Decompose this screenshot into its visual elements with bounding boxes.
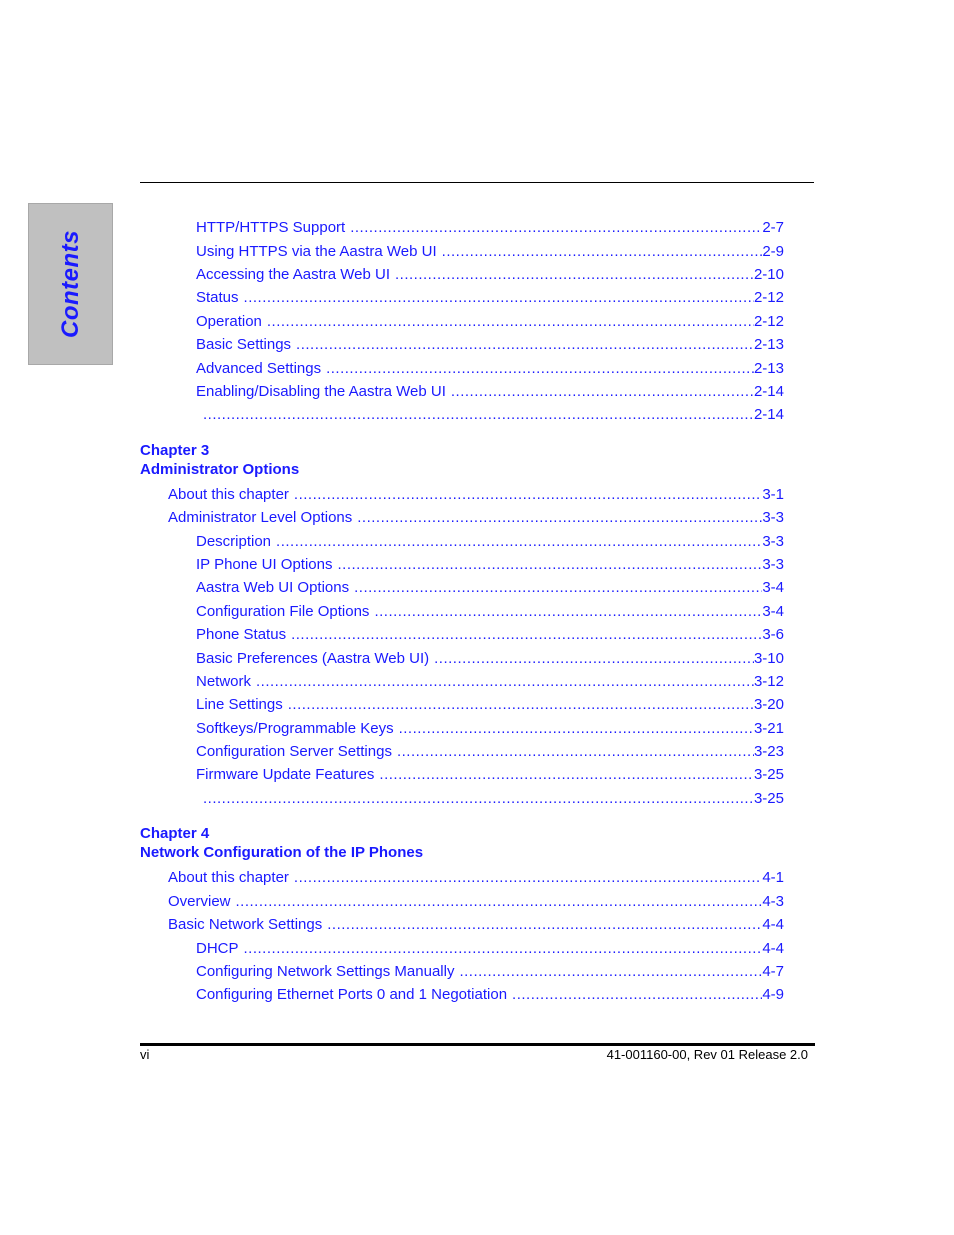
- toc-entry[interactable]: [196, 243, 784, 263]
- toc-entry-page: 2-14: [753, 406, 784, 423]
- toc-leader-dots: [397, 743, 754, 760]
- chapter-label: Chapter 3: [140, 442, 210, 459]
- toc-entry-page: 4-4: [762, 916, 784, 933]
- toc-leader-dots: [374, 603, 762, 620]
- toc-entry[interactable]: [196, 219, 784, 239]
- toc-entry-page: 3-6: [762, 626, 784, 643]
- chapter-title: Network Configuration of the IP Phones: [140, 843, 424, 861]
- toc-entry[interactable]: [196, 673, 784, 693]
- toc-entry[interactable]: [168, 509, 784, 529]
- toc-entry[interactable]: [196, 743, 784, 763]
- toc-entry[interactable]: [196, 766, 784, 786]
- toc-entry-title: Advanced Settings: [196, 360, 322, 377]
- toc-entry-title: About this chapter: [168, 869, 289, 886]
- toc-entry[interactable]: [196, 963, 784, 983]
- toc-entry[interactable]: [196, 336, 784, 356]
- toc-entry-title: Configuration Server Settings: [196, 743, 392, 760]
- toc-leader-dots: [203, 790, 754, 807]
- toc-leader-dots: [326, 360, 754, 377]
- toc-entry-title: HTTP/HTTPS Support: [196, 219, 346, 236]
- toc-leader-dots: [512, 986, 762, 1003]
- toc-entry-title: Operation: [196, 313, 262, 330]
- toc-leader-dots: [327, 916, 762, 933]
- toc-entry-page: 2-12: [753, 313, 784, 330]
- toc-leader-dots: [395, 266, 754, 283]
- toc-entry-page: 3-1: [762, 486, 784, 503]
- toc-entry-page: 2-14: [753, 383, 784, 400]
- toc-entry-page: 3-25: [753, 790, 784, 807]
- toc-leader-dots: [459, 963, 762, 980]
- toc-entry[interactable]: [196, 603, 784, 623]
- chapter-label: Chapter 4: [140, 825, 210, 842]
- toc-entry-title: Basic Preferences (Aastra Web UI): [196, 650, 430, 667]
- footer-doc-id: 41-001160-00, Rev 01 Release 2.0: [606, 1047, 808, 1062]
- toc-entry-title: Configuring Ethernet Ports 0 and 1 Negotiation: [196, 986, 508, 1003]
- toc-entry-page: 2-10: [753, 266, 784, 283]
- toc-entry-title: Basic Network Settings: [168, 916, 323, 933]
- toc-entry[interactable]: [203, 790, 784, 810]
- header-rule: [140, 182, 814, 183]
- toc-entry-page: 3-20: [753, 696, 784, 713]
- toc-entry-page: 2-12: [753, 289, 784, 306]
- toc-entry-title: Network: [196, 673, 252, 690]
- footer-page-number: vi: [140, 1047, 150, 1062]
- toc-entry[interactable]: [203, 406, 784, 426]
- toc-entry-page: 4-4: [762, 940, 784, 957]
- toc-entry-page: 2-13: [753, 360, 784, 377]
- toc-entry-title: Aastra Web UI Options: [196, 579, 350, 596]
- toc-entry-page: 4-1: [762, 869, 784, 886]
- toc-entry-page: 2-9: [762, 243, 784, 260]
- toc-entry[interactable]: [168, 869, 784, 889]
- toc-entry[interactable]: [168, 893, 784, 913]
- toc-entry[interactable]: [196, 289, 784, 309]
- toc-entry-page: 3-21: [753, 720, 784, 737]
- toc-leader-dots: [434, 650, 754, 667]
- toc-entry-page: 3-3: [762, 533, 784, 550]
- toc-leader-dots: [288, 696, 754, 713]
- toc-entry-page: 2-13: [753, 336, 784, 353]
- toc-entry[interactable]: [196, 360, 784, 380]
- toc-entry[interactable]: [196, 313, 784, 333]
- toc-entry[interactable]: [196, 940, 784, 960]
- toc-entry-page: 4-9: [762, 986, 784, 1003]
- toc-entry-title: Overview: [168, 893, 231, 910]
- toc-entry-page: 4-3: [762, 893, 784, 910]
- toc-entry[interactable]: [196, 696, 784, 716]
- toc-leader-dots: [276, 533, 762, 550]
- toc-leader-dots: [354, 579, 762, 596]
- toc-entry-title: About this chapter: [168, 486, 289, 503]
- toc-entry-title: Status: [196, 289, 239, 306]
- toc-leader-dots: [379, 766, 754, 783]
- toc-entry[interactable]: [168, 916, 784, 936]
- toc-leader-dots: [294, 486, 762, 503]
- toc-entry-title: Phone Status: [196, 626, 287, 643]
- toc-entry-title: Administrator Level Options: [168, 509, 353, 526]
- toc-entry-title: Line Settings: [196, 696, 283, 713]
- toc-entry-title: Accessing the Aastra Web UI: [196, 266, 390, 283]
- toc-leader-dots: [203, 406, 754, 423]
- side-tab-label: Contents: [56, 230, 84, 338]
- toc-entry-page: 3-12: [753, 673, 784, 690]
- toc-entry-title: Basic Settings: [196, 336, 292, 353]
- toc-entry-title: IP Phone UI Options: [196, 556, 333, 573]
- toc-entry[interactable]: [196, 650, 784, 670]
- toc-entry-page: 3-23: [753, 743, 784, 760]
- toc-leader-dots: [451, 383, 754, 400]
- toc-entry-title: Using HTTPS via the Aastra Web UI: [196, 243, 437, 260]
- toc-entry-page: 2-7: [762, 219, 784, 236]
- toc-entry[interactable]: [168, 486, 784, 506]
- toc-leader-dots: [244, 289, 754, 306]
- footer-rule: [140, 1043, 815, 1046]
- toc-entry[interactable]: [196, 579, 784, 599]
- toc-entry-page: 3-3: [762, 509, 784, 526]
- toc-leader-dots: [399, 720, 754, 737]
- toc-entry-title: Description: [196, 533, 272, 550]
- toc-leader-dots: [296, 336, 754, 353]
- toc-entry-page: 4-7: [762, 963, 784, 980]
- toc-entry[interactable]: [196, 556, 784, 576]
- toc-leader-dots: [350, 219, 762, 236]
- toc-entry-title: Softkeys/Programmable Keys: [196, 720, 394, 737]
- toc-entry-title: Configuration File Options: [196, 603, 370, 620]
- toc-leader-dots: [294, 869, 762, 886]
- toc-leader-dots: [236, 893, 763, 910]
- toc-entry[interactable]: [196, 383, 784, 403]
- toc-entry[interactable]: [196, 720, 784, 740]
- toc-entry-title: Firmware Update Features: [196, 766, 375, 783]
- toc-entry-page: 3-10: [753, 650, 784, 667]
- toc-leader-dots: [291, 626, 762, 643]
- contents-side-tab: [28, 203, 113, 365]
- toc-entry-title: DHCP: [196, 940, 239, 957]
- toc-entry-page: 3-4: [762, 579, 784, 596]
- toc-entry[interactable]: [196, 626, 784, 646]
- toc-leader-dots: [442, 243, 763, 260]
- toc-entry[interactable]: [196, 986, 784, 1006]
- chapter-3-heading[interactable]: [140, 442, 299, 479]
- toc-entry[interactable]: [196, 533, 784, 553]
- toc-entry-page: 3-4: [762, 603, 784, 620]
- toc-entry-page: 3-25: [753, 766, 784, 783]
- toc-leader-dots: [256, 673, 754, 690]
- toc-entry-page: 3-3: [762, 556, 784, 573]
- toc-entry-title: Enabling/Disabling the Aastra Web UI: [196, 383, 446, 400]
- toc-leader-dots: [337, 556, 762, 573]
- toc-leader-dots: [244, 940, 763, 957]
- toc-entry[interactable]: [196, 266, 784, 286]
- toc-leader-dots: [267, 313, 754, 330]
- chapter-4-heading[interactable]: [140, 825, 423, 862]
- toc-leader-dots: [357, 509, 762, 526]
- chapter-title: Administrator Options: [140, 460, 300, 478]
- toc-entry-title: Configuring Network Settings Manually: [196, 963, 455, 980]
